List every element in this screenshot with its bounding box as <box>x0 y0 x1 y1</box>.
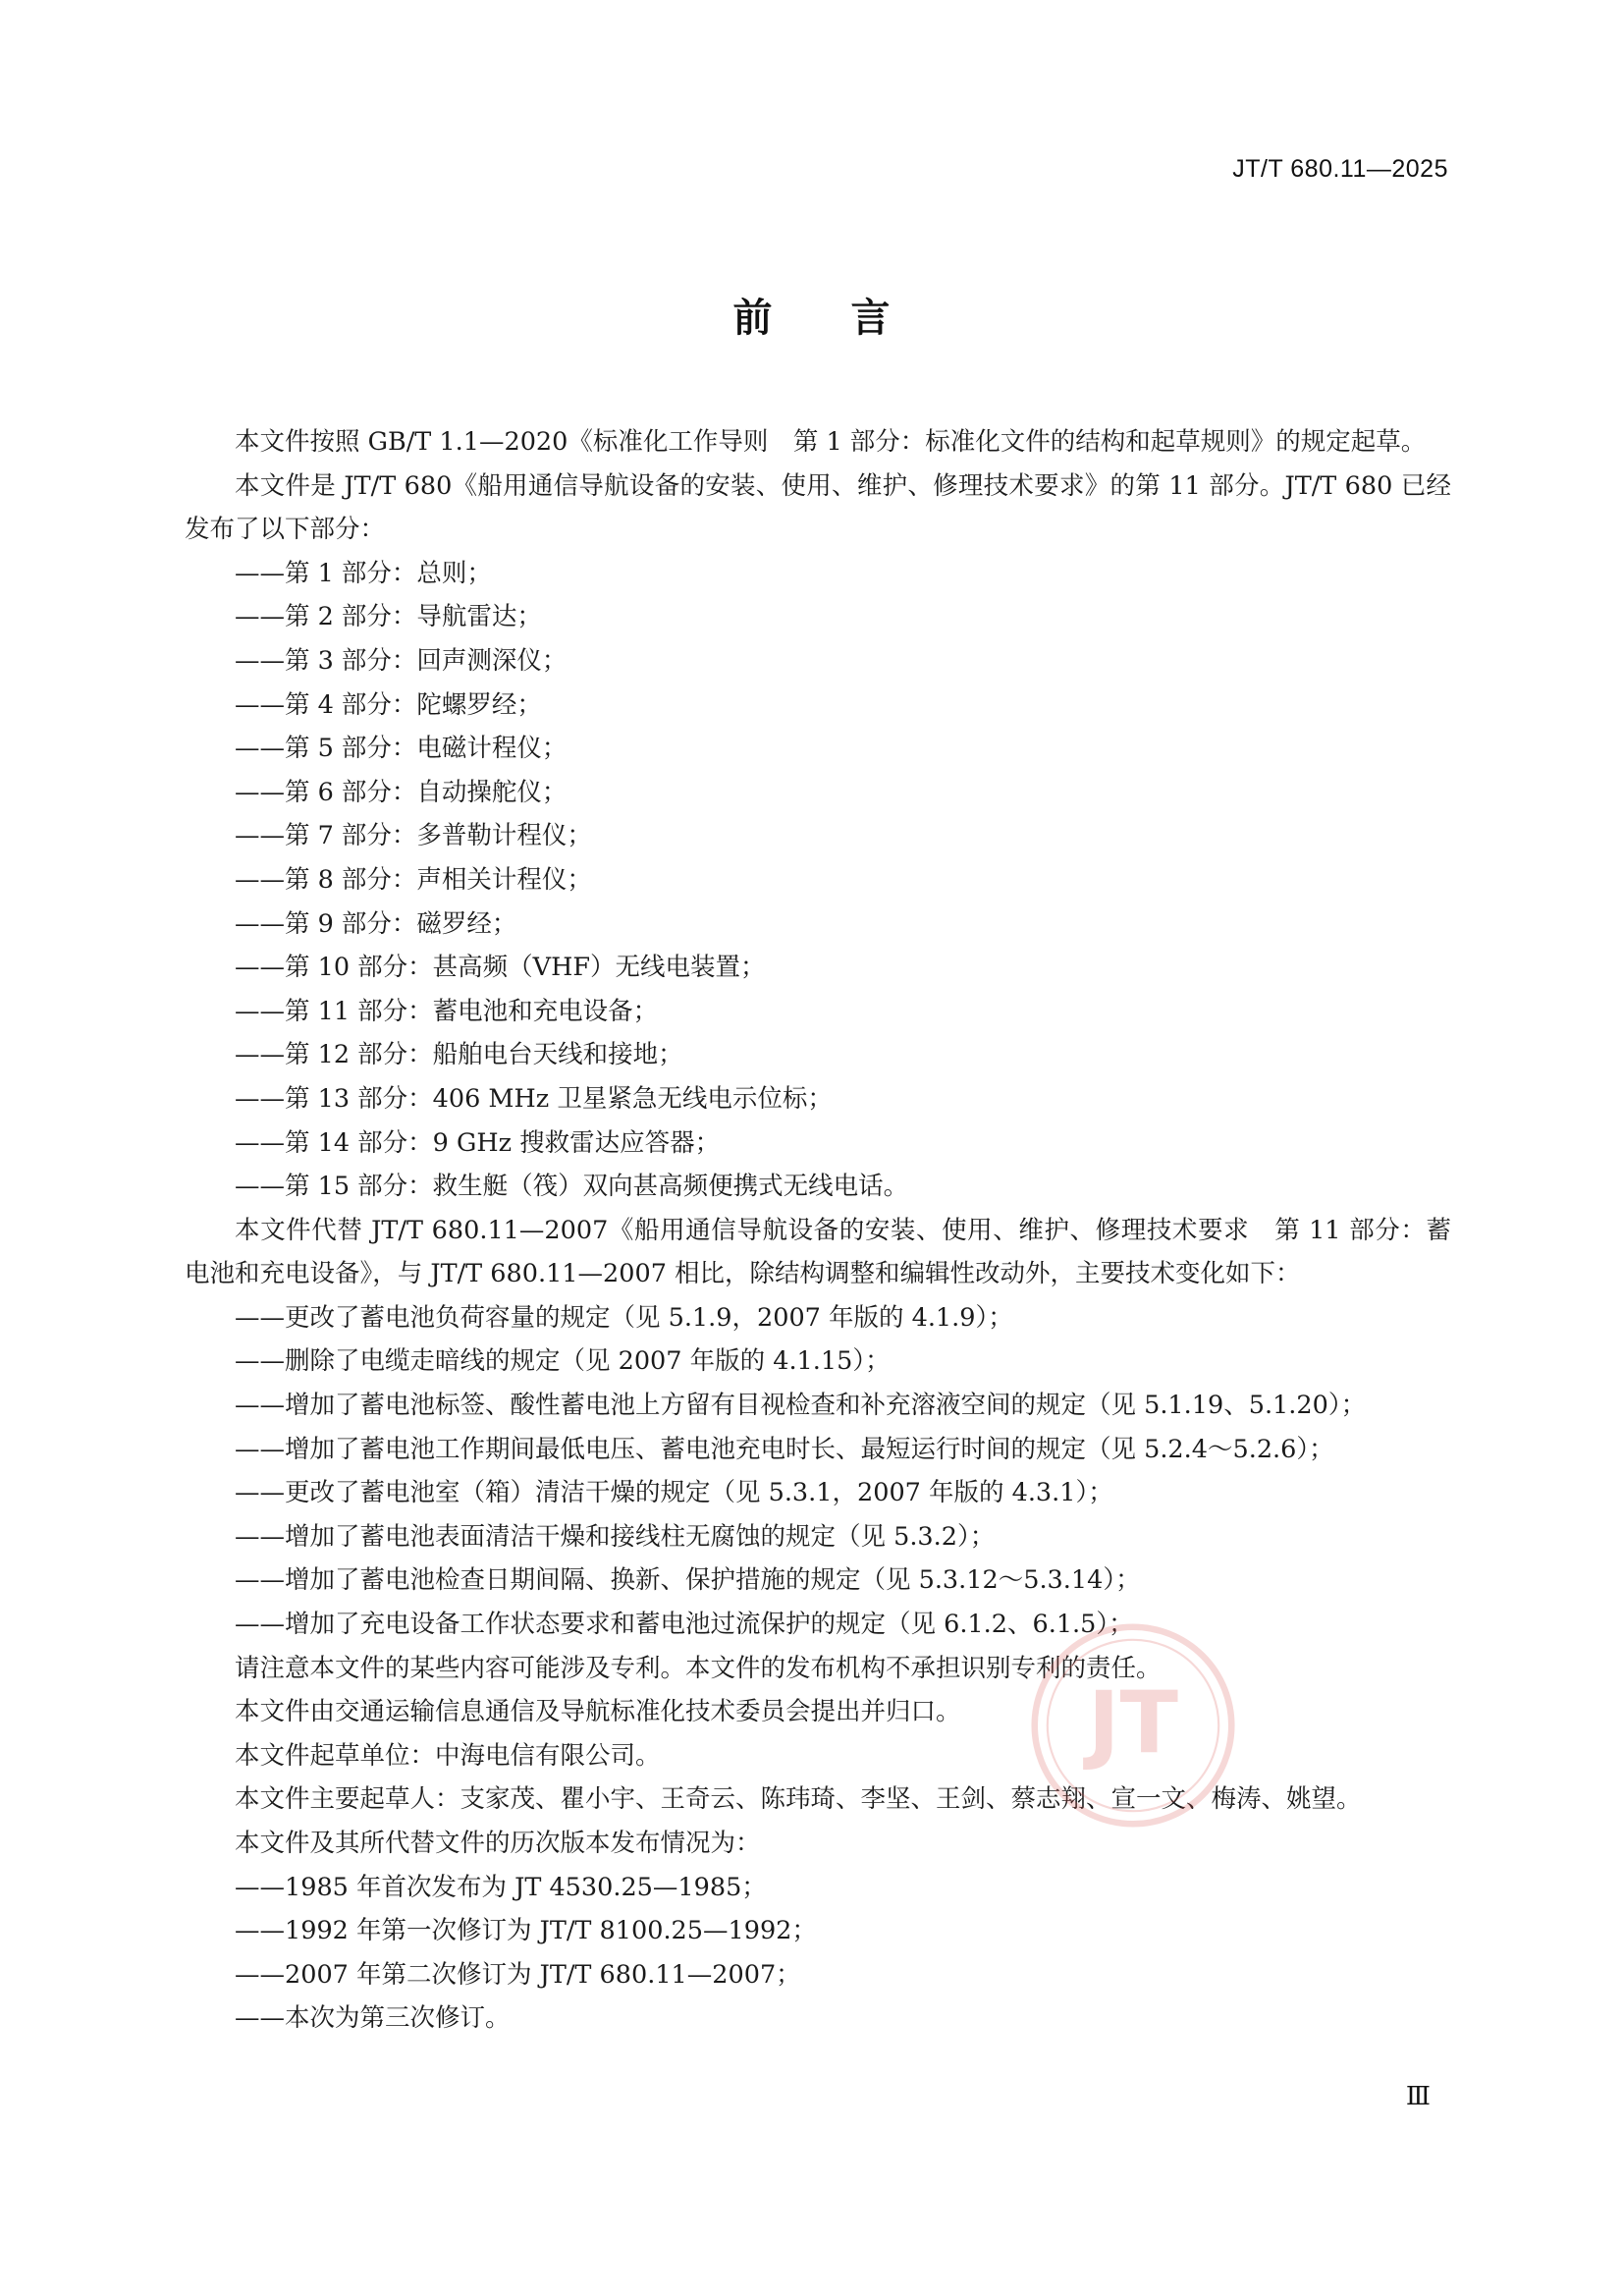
list-item: ——本次为第三次修订。 <box>235 2003 511 2034</box>
list-item: ——第 7 部分：多普勒计程仪； <box>235 821 592 851</box>
list-item: ——第 5 部分：电磁计程仪； <box>235 734 568 764</box>
page-title: 前言 <box>732 296 969 341</box>
list-item: ——第 15 部分：救生艇（筏）双向甚高频便携式无线电话。 <box>235 1172 909 1202</box>
list-item: ——第 13 部分：406 MHz 卫星紧急无线电示位标； <box>235 1083 833 1114</box>
list-item: ——1992 年第一次修订为 JT/T 8100.25—1992； <box>235 1916 817 1946</box>
list-item: ——1985 年首次发布为 JT 4530.25—1985； <box>235 1872 767 1902</box>
standard-code: JT/T 680.11—2025 <box>1232 155 1448 183</box>
paragraph: 请注意本文件的某些内容可能涉及专利。本文件的发布机构不承担识别专利的责任。 <box>235 1653 1162 1683</box>
list-item: ——第 11 部分：蓄电池和充电设备； <box>235 996 659 1026</box>
list-item: ——第 4 部分：陀螺罗经； <box>235 689 542 720</box>
list-item: ——第 6 部分：自动操舵仪； <box>235 777 568 807</box>
paragraph: 本文件主要起草人：支家茂、瞿小宇、王奇云、陈玮琦、李坚、王剑、蔡志翔、宣一文、梅涛、姚望。 <box>235 1784 1362 1815</box>
list-item: ——第 14 部分：9 GHz 搜救雷达应答器； <box>235 1127 721 1158</box>
list-item: ——第 12 部分：船舶电台天线和接地； <box>235 1040 683 1070</box>
paragraph: 本文件由交通运输信息通信及导航标准化技术委员会提出并归口。 <box>235 1697 961 1727</box>
foreword-body <box>185 420 1451 2041</box>
list-item: ——更改了蓄电池负荷容量的规定（见 5.1.9，2007 年版的 4.1.9）； <box>235 1302 1013 1333</box>
stamp-logo-text: JT <box>1088 1672 1178 1774</box>
list-item: ——第 1 部分：总则； <box>235 558 492 588</box>
list-item: ——第 9 部分：磁罗经； <box>235 908 517 939</box>
jt-watermark-stamp <box>1026 1618 1240 1832</box>
list-item: ——增加了蓄电池标签、酸性蓄电池上方留有目视检查和补充溶液空间的规定（见 5.1.19、5.1.20）； <box>235 1391 1367 1421</box>
list-item: ——第 3 部分：回声测深仪； <box>235 645 568 676</box>
paragraph: 本文件代替 JT/T 680.11—2007《船用通信导航设备的安装、使用、维护、修理技术要求 第 11 部分：蓄电池和充电设备》，与 JT/T 680.11—2007 相比，除结构调整和编辑性改动外，主要技术变化如下： <box>185 1215 1451 1289</box>
list-item: ——第 10 部分：甚高频（VHF）无线电装置； <box>235 953 766 983</box>
list-item: ——增加了蓄电池表面清洁干燥和接线柱无腐蚀的规定（见 5.3.2）； <box>235 1521 996 1552</box>
paragraph: 本文件起草单位：中海电信有限公司。 <box>235 1740 661 1771</box>
list-item: ——第 8 部分：声相关计程仪； <box>235 864 592 895</box>
paragraph: 本文件及其所代替文件的历次版本发布情况为： <box>235 1829 761 1858</box>
list-item: ——增加了蓄电池检查日期间隔、换新、保护措施的规定（见 5.3.12～5.3.14）； <box>235 1565 1141 1596</box>
page-number: Ⅲ <box>1405 2082 1431 2111</box>
list-item: ——更改了蓄电池室（箱）清洁干燥的规定（见 5.3.1，2007 年版的 4.3.1）； <box>235 1478 1113 1508</box>
paragraph: 本文件按照 GB/T 1.1—2020《标准化工作导则 第 1 部分：标准化文件的结构和起草规则》的规定起草。 <box>235 427 1427 457</box>
list-item: ——删除了电缆走暗线的规定（见 2007 年版的 4.1.15）； <box>235 1346 891 1377</box>
list-item: ——增加了蓄电池工作期间最低电压、蓄电池充电时长、最短运行时间的规定（见 5.2.4～5.2.6）； <box>235 1434 1334 1464</box>
paragraph: 本文件是 JT/T 680《船用通信导航设备的安装、使用、维护、修理技术要求》的第 11 部分。JT/T 680 已经发布了以下部分： <box>185 470 1451 545</box>
list-item: ——增加了充电设备工作状态要求和蓄电池过流保护的规定（见 6.1.2、6.1.5）； <box>235 1610 1134 1640</box>
list-item: ——2007 年第二次修订为 JT/T 680.11—2007； <box>235 1959 801 1990</box>
list-item: ——第 2 部分：导航雷达； <box>235 602 542 632</box>
